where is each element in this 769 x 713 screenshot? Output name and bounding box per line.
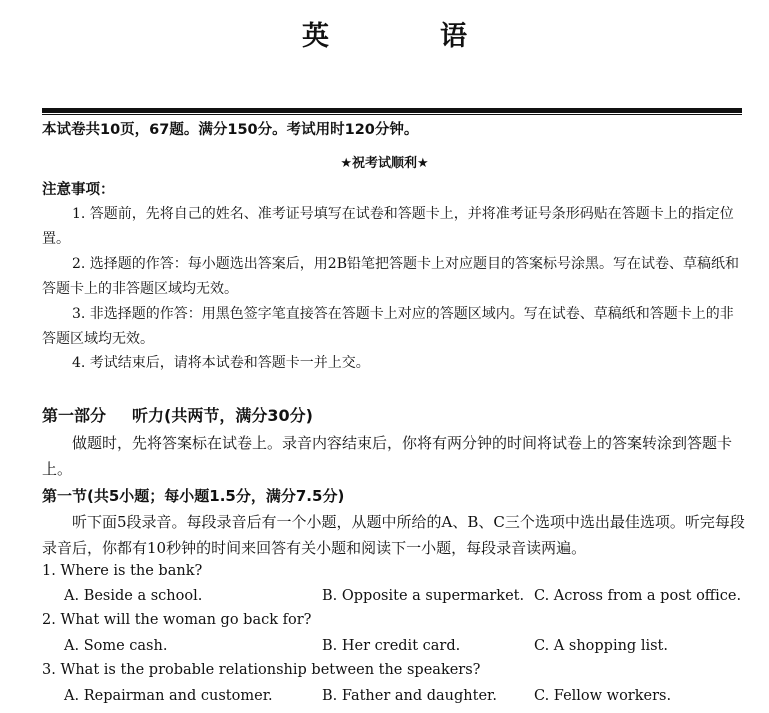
header-rule-thick	[42, 108, 742, 113]
part-heading	[42, 403, 313, 426]
notice-item: 2. 选择题的作答：每小题选出答案后，用2B铅笔把答题卡上对应题目的答案标号涂黑。写在试卷、草稿纸和答题卡上的非答题区域均无效。	[42, 256, 740, 297]
option-c: C. A shopping list.	[534, 638, 668, 654]
section-heading: 第一节(共5小题；每小题1.5分，满分7.5分)	[42, 487, 345, 505]
option-b: B. Her credit card.	[322, 638, 461, 654]
good-luck-banner: ★祝考试顺利★	[340, 156, 429, 171]
page-title: 英 语	[302, 21, 509, 52]
notice-item: 4. 考试结束后，请将本试卷和答题卡一并上交。	[72, 355, 370, 371]
notice-item: 1. 答题前，先将自己的姓名、准考证号填写在试卷和答题卡上，并将准考证号条形码贴在答题卡上的指定位置。	[42, 206, 734, 247]
question-stem: 3. What is the probable relationship between the speakers?	[42, 662, 481, 678]
option-a: A. Repairman and customer.	[64, 688, 273, 704]
option-b: B. Father and daughter.	[322, 688, 497, 704]
notice-item: 3. 非选择题的作答：用黑色签字笔直接答在答题卡上对应的答题区域内。写在试卷、草稿纸和答题卡上的非答题区域均无效。	[42, 306, 734, 347]
question-stem: 2. What will the woman go back for?	[42, 612, 312, 628]
option-b: B. Opposite a supermarket.	[322, 588, 525, 604]
section-instructions: 听下面5段录音。每段录音后有一个小题，从题中所给的A、B、C三个选项中选出最佳选项。听完每段录音后，你都有10秒钟的时间来回答有关小题和阅读下一小题，每段录音读两遍。	[42, 513, 745, 557]
part-instructions: 做题时，先将答案标在试卷上。录音内容结束后，你将有两分钟的时间将试卷上的答案转涂到答题卡上。	[42, 434, 733, 478]
option-a: A. Some cash.	[64, 638, 168, 654]
exam-intro: 本试卷共10页，67题。满分150分。考试用时120分钟。	[42, 122, 419, 138]
option-c: C. Across from a post office.	[534, 588, 742, 604]
part-heading-text: 听力(共两节，满分30分)	[132, 406, 313, 425]
part-label: 第一部分	[42, 406, 107, 425]
notice-title: 注意事项：	[42, 182, 115, 198]
header-rule-thin	[42, 114, 742, 115]
option-c: C. Fellow workers.	[534, 688, 672, 704]
option-a: A. Beside a school.	[64, 588, 203, 604]
question-stem: 1. Where is the bank?	[42, 563, 203, 579]
